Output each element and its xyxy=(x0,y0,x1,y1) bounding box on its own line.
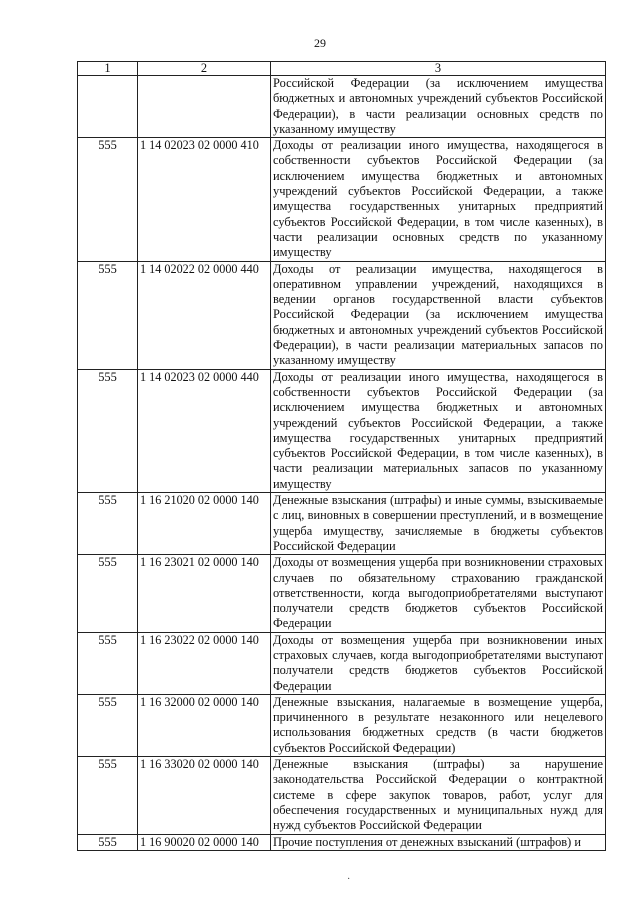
page-number: 29 xyxy=(314,36,326,50)
table-row xyxy=(78,757,606,834)
column-header-1: 1 xyxy=(78,62,138,76)
table-row xyxy=(78,138,606,261)
revenue-code-cell: 1 14 02023 02 0000 440 xyxy=(138,369,271,492)
admin-code-cell: 555 xyxy=(78,632,138,694)
table-row xyxy=(78,369,606,492)
table-row xyxy=(78,493,606,555)
revenue-name-cell: Денежные взыскания, налагаемые в возмещение ущерба, причиненного в результате незаконного или нецелевого использования бюджетных средств (в части бюджетов субъектов Российской Федерации) xyxy=(271,694,606,756)
scan-dot-mark: · xyxy=(347,874,351,885)
table-row xyxy=(78,76,606,138)
revenue-code-cell: 1 16 90020 02 0000 140 xyxy=(138,834,271,850)
revenue-code-cell: 1 14 02022 02 0000 440 xyxy=(138,261,271,369)
admin-code-cell: 555 xyxy=(78,834,138,850)
table-row xyxy=(78,834,606,850)
revenue-name-cell: Российской Федерации (за исключением имущества бюджетных и автономных учреждений субъектов Российской Федерации), в части реализации основных средств по указанному имуществу xyxy=(271,76,606,138)
revenue-code-cell: 1 16 23021 02 0000 140 xyxy=(138,555,271,632)
revenue-name-cell: Доходы от возмещения ущерба при возникновении иных страховых случаев, когда выгодоприобретателями выступают получатели средств бюджетов субъектов Российской Федерации xyxy=(271,632,606,694)
admin-code-cell xyxy=(78,76,138,138)
revenue-code-cell xyxy=(138,76,271,138)
revenue-name-cell: Прочие поступления от денежных взысканий (штрафов) и xyxy=(271,834,606,850)
admin-code-cell: 555 xyxy=(78,555,138,632)
revenue-code-cell: 1 16 32000 02 0000 140 xyxy=(138,694,271,756)
revenue-name-cell: Доходы от реализации имущества, находящегося в оперативном управлении учреждений, находящихся в ведении органов государственной власти субъектов Российской Федерации (за исключением имущества бюджетных и автономных учреждений субъектов Российской Федерации), в части реализации материальных запасов по указанному имуществу xyxy=(271,261,606,369)
revenue-name-cell: Доходы от возмещения ущерба при возникновении страховых случаев по обязательному страхованию гражданской ответственности, когда выгодоприобретателями выступают получатели средств бюджетов субъектов Российской Федерации xyxy=(271,555,606,632)
revenue-code-cell: 1 16 21020 02 0000 140 xyxy=(138,493,271,555)
table-row xyxy=(78,261,606,369)
admin-code-cell: 555 xyxy=(78,138,138,261)
table-row xyxy=(78,555,606,632)
admin-code-cell: 555 xyxy=(78,757,138,834)
table-row xyxy=(78,694,606,756)
revenue-name-cell: Доходы от реализации иного имущества, находящегося в собственности субъектов Российской Федерации (за исключением имущества бюджетных и автономных учреждений субъектов Российской Федерации, а также имущества государственных унитарных предприятий субъектов Российской Федерации, в том числе казенных), в части реализации основных средств по указанному имуществу xyxy=(271,138,606,261)
revenue-code-cell: 1 16 23022 02 0000 140 xyxy=(138,632,271,694)
revenue-code-cell: 1 16 33020 02 0000 140 xyxy=(138,757,271,834)
admin-code-cell: 555 xyxy=(78,369,138,492)
column-header-3: 3 xyxy=(271,62,606,76)
revenue-name-cell: Денежные взыскания (штрафы) за нарушение законодательства Российской Федерации о контрактной системе в сфере закупок товаров, работ, услуг для обеспечения государственных и муниципальных нужд для нужд субъектов Российской Федерации xyxy=(271,757,606,834)
admin-code-cell: 555 xyxy=(78,694,138,756)
revenue-code-cell: 1 14 02023 02 0000 410 xyxy=(138,138,271,261)
revenue-codes-table xyxy=(77,61,606,851)
revenue-name-cell: Доходы от реализации иного имущества, находящегося в собственности субъектов Российской Федерации (за исключением имущества бюджетных и автономных учреждений субъектов Российской Федерации, а также имущества государственных унитарных предприятий субъектов Российской Федерации, в том числе казенных), в части реализации материальных запасов по указанному имуществу xyxy=(271,369,606,492)
column-header-2: 2 xyxy=(138,62,271,76)
revenue-name-cell: Денежные взыскания (штрафы) и иные суммы, взыскиваемые с лиц, виновных в совершении преступлений, и в возмещение ущерба имуществу, зачисляемые в бюджеты субъектов Российской Федерации xyxy=(271,493,606,555)
admin-code-cell: 555 xyxy=(78,493,138,555)
admin-code-cell: 555 xyxy=(78,261,138,369)
table-header-row xyxy=(78,62,606,76)
table-row xyxy=(78,632,606,694)
